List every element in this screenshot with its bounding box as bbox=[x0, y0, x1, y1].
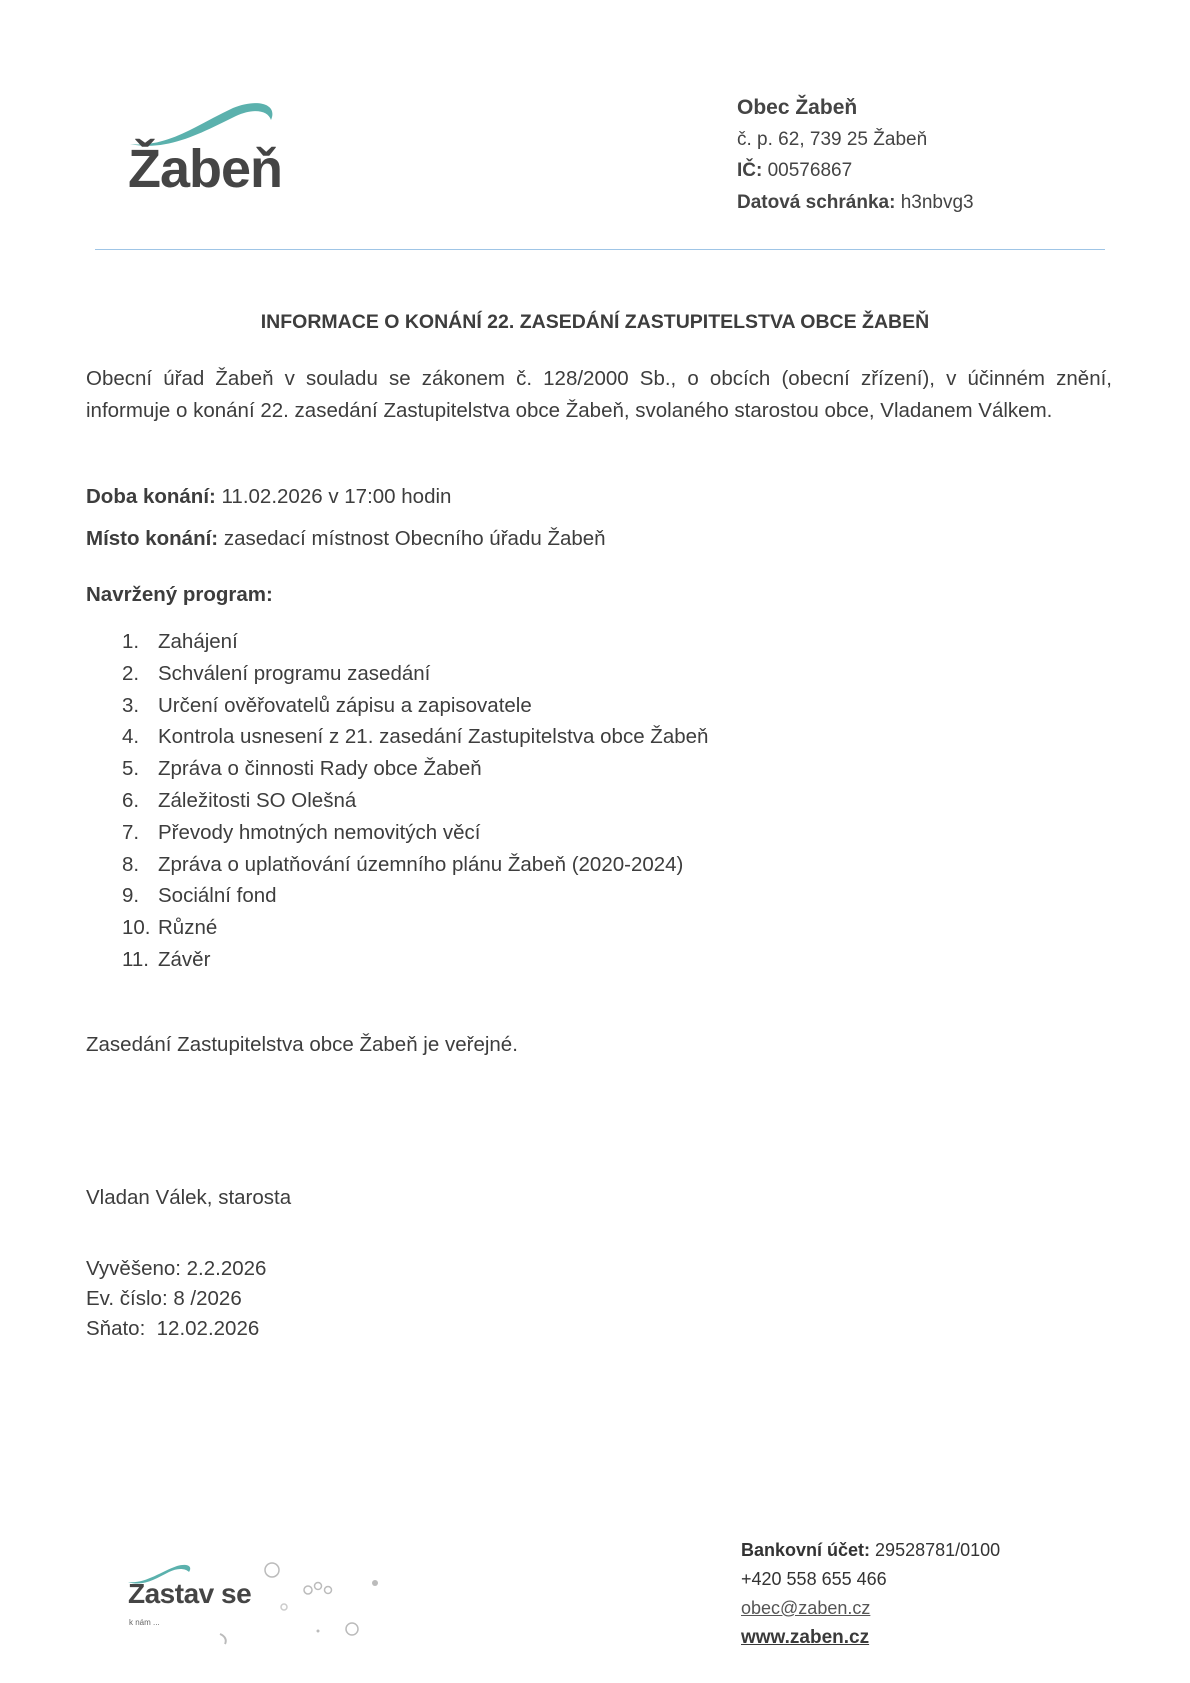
phone: +420 558 655 466 bbox=[741, 1569, 887, 1589]
list-item: 1. Zahájení bbox=[122, 630, 238, 653]
public-note: Zasedání Zastupitelstva obce Žabeň je veřejné. bbox=[86, 1033, 518, 1056]
list-item: 3. Určení ověřovatelů zápisu a zapisovatele bbox=[122, 693, 532, 717]
list-item: 5. Zpráva o činnosti Rady obce Žabeň bbox=[122, 757, 482, 781]
ds-value: h3nbvg3 bbox=[900, 191, 974, 213]
document-title: INFORMACE O KONÁNÍ 22. ZASEDÁNÍ ZASTUPITELSTVA OBCE ŽABEŇ bbox=[260, 311, 930, 333]
place-label: Místo konání: bbox=[86, 527, 219, 550]
intro-paragraph bbox=[86, 363, 1112, 427]
logo-wordmark: Žabeň bbox=[128, 139, 283, 199]
bank-label: Bankovní účet: bbox=[741, 1540, 871, 1560]
org-name: Obec Žabeň bbox=[737, 96, 858, 119]
list-item: 11. Závěr bbox=[122, 947, 211, 971]
website-link[interactable]: www.zaben.cz bbox=[741, 1627, 870, 1648]
footer-wordmark: Zastav se bbox=[128, 1578, 252, 1609]
meeting-time bbox=[86, 485, 451, 509]
time-label: Doba konání: bbox=[86, 485, 216, 508]
email-link[interactable]: obec@zaben.cz bbox=[741, 1598, 871, 1618]
org-data-box bbox=[737, 187, 974, 219]
posting-info bbox=[86, 1254, 266, 1344]
list-item: 10. Různé bbox=[122, 916, 218, 940]
list-item: 2. Schválení programu zasedání bbox=[122, 661, 431, 685]
header-contact bbox=[737, 92, 974, 218]
place-value: zasedací místnost Obecního úřadu Žabeň bbox=[223, 527, 606, 550]
intro-line: Obecní úřad Žabeň v souladu se zákonem č. 128/2000 Sb., o obcích (obecní zřízení), v účinném znění, bbox=[86, 367, 1112, 390]
intro-line: informuje o konání 22. zasedání Zastupitelstva obce Žabeň, svolaného starostou obce, Vladanem Válkem. bbox=[86, 399, 1053, 422]
org-ic bbox=[737, 155, 974, 187]
meeting-place bbox=[86, 527, 606, 551]
zaben-logo bbox=[128, 100, 328, 205]
footer-contact bbox=[741, 1536, 1000, 1652]
ic-value: 00576867 bbox=[767, 160, 853, 181]
ev-number: Ev. číslo: 8 /2026 bbox=[86, 1287, 242, 1310]
ic-label: IČ: bbox=[737, 160, 763, 181]
bank-account bbox=[741, 1536, 1000, 1565]
bank-value: 29528781/0100 bbox=[875, 1540, 1001, 1560]
signature: Vladan Válek, starosta bbox=[86, 1186, 292, 1209]
removed-date: Sňato: 12.02.2026 bbox=[86, 1317, 260, 1340]
posted-date: Vyvěšeno: 2.2.2026 bbox=[86, 1257, 267, 1280]
org-address: č. p. 62, 739 25 Žabeň bbox=[737, 128, 928, 150]
list-item: 4. Kontrola usnesení z 21. zasedání Zastupitelstva obce Žabeň bbox=[122, 725, 709, 749]
footer-tagline: k nám ... bbox=[129, 1618, 160, 1627]
list-item: 9. Sociální fond bbox=[122, 884, 277, 908]
list-item: 7. Převody hmotných nemovitých věcí bbox=[122, 820, 481, 844]
header-divider bbox=[95, 249, 1105, 250]
time-value: 11.02.2026 v 17:00 hodin bbox=[221, 485, 452, 508]
footer-logo bbox=[125, 1560, 395, 1645]
list-item: 8. Zpráva o uplatňování územního plánu Žabeň (2020-2024) bbox=[122, 852, 684, 876]
program-list bbox=[122, 626, 708, 976]
program-heading: Navržený program: bbox=[86, 583, 273, 606]
list-item: 6. Záležitosti SO Olešná bbox=[122, 788, 357, 812]
ds-label: Datová schránka: bbox=[737, 191, 896, 213]
